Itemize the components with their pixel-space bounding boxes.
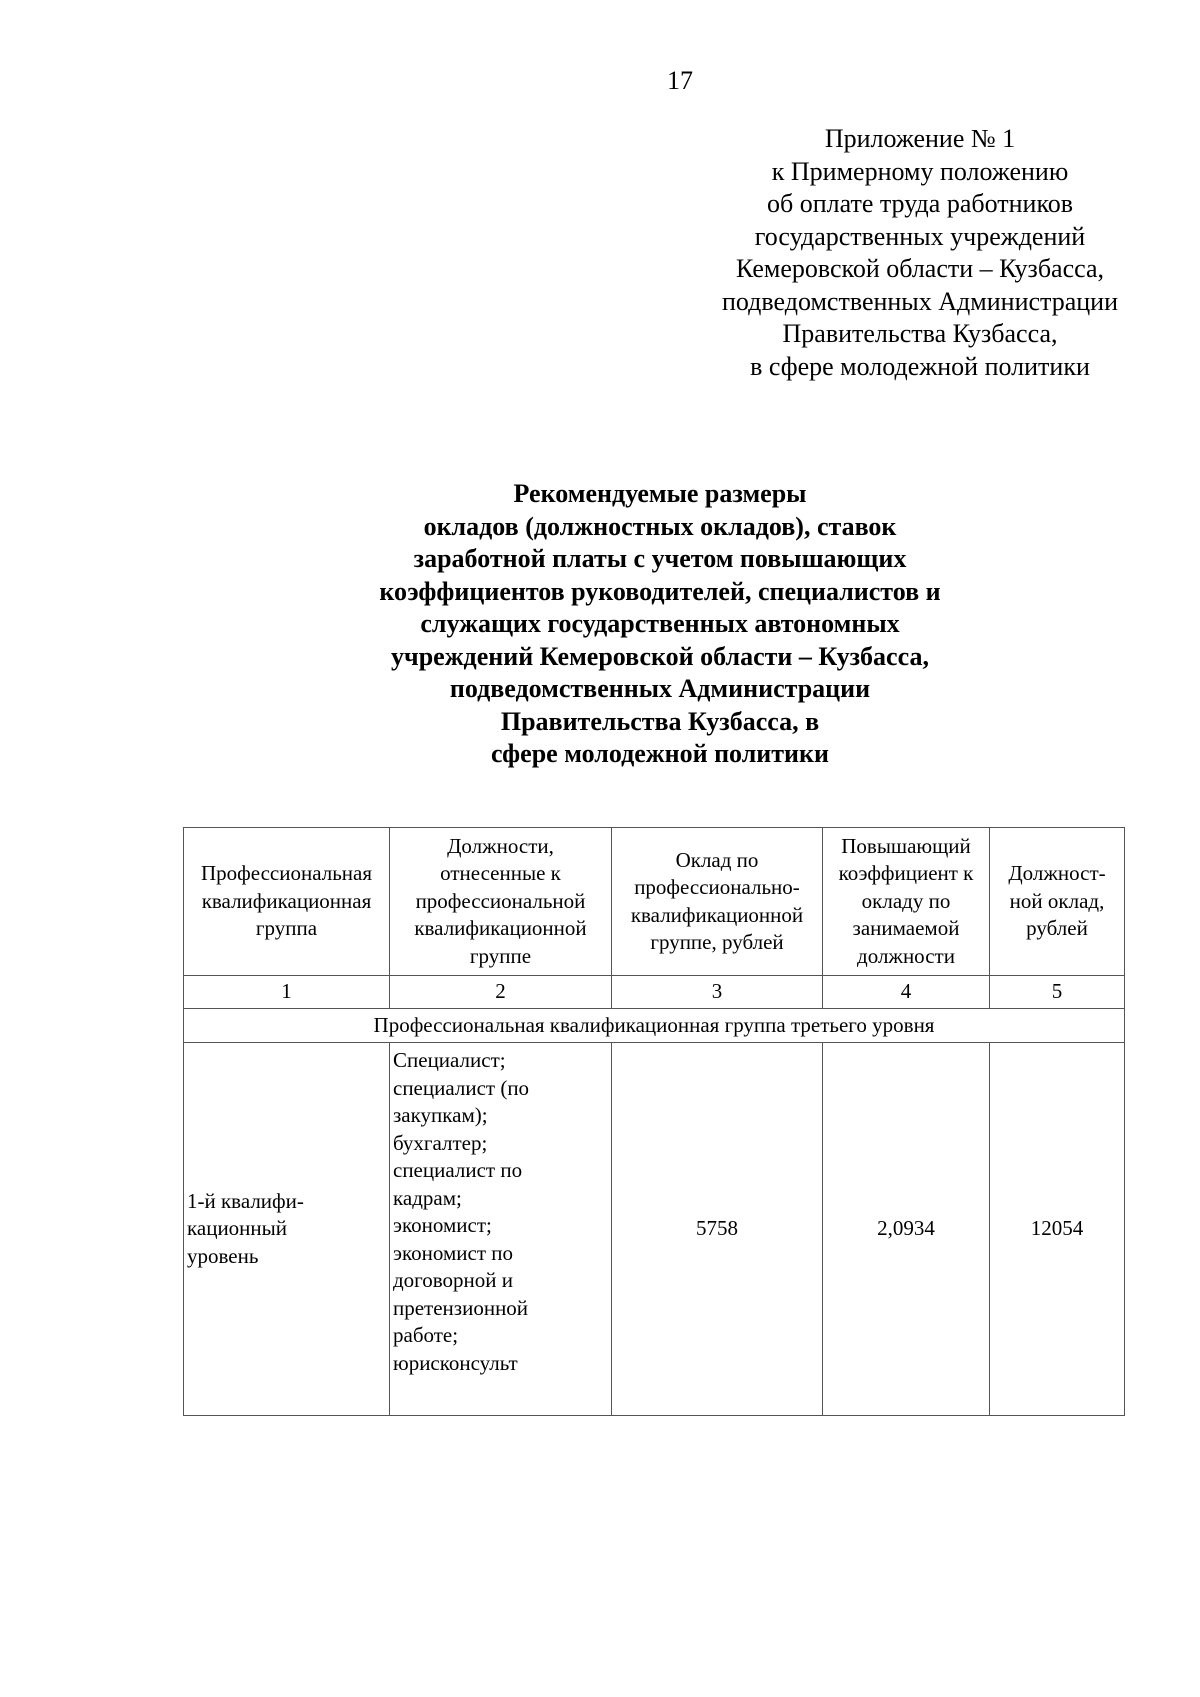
position-line: Специалист; [393, 1048, 506, 1072]
title-line: Рекомендуемые размеры [513, 479, 807, 508]
header-line: Должности, [447, 833, 554, 858]
positions-list [390, 1043, 612, 1416]
appendix-line: Приложение № 1 [824, 124, 1016, 153]
appendix-line: Правительства Кузбасса, [782, 319, 1058, 348]
position-line: кадрам; [393, 1185, 462, 1210]
appendix-reference [660, 123, 1180, 383]
page-number: 17 [667, 66, 693, 95]
column-number-row [184, 976, 1125, 1009]
position-line: специалист (по [393, 1075, 530, 1100]
position-line: претензионной [393, 1295, 529, 1320]
qualification-level [184, 1043, 390, 1416]
header-line: окладу по [861, 888, 951, 913]
position-line: специалист по [393, 1158, 523, 1182]
header-line: Должност- [1008, 861, 1106, 886]
header-line: должности [857, 943, 955, 968]
title-line: коэффициентов руководителей, специалистов и [379, 576, 941, 606]
header-line: группе [469, 943, 532, 968]
header-line: рублей [1026, 916, 1088, 941]
header-official-salary [990, 828, 1125, 976]
appendix-line: государственных учреждений [754, 221, 1086, 251]
position-line: экономист; [393, 1213, 492, 1237]
title-line: окладов (должностных окладов), ставок [423, 511, 897, 541]
header-line: группе, рублей [650, 930, 784, 954]
header-line: профессионально- [634, 875, 800, 899]
salary-table [183, 827, 1125, 1416]
appendix-line: Кемеровской области – Кузбасса, [735, 254, 1105, 283]
base-salary-value: 5758 [612, 1043, 823, 1416]
header-line: коэффициент к [838, 861, 974, 886]
table-row [184, 1043, 1125, 1416]
column-number: 4 [823, 976, 990, 1009]
header-base-salary [612, 828, 823, 976]
official-salary-value: 12054 [990, 1043, 1125, 1416]
column-number: 5 [990, 976, 1125, 1009]
appendix-line: к Примерному положению [771, 156, 1069, 186]
header-coefficient [823, 828, 990, 976]
header-row [184, 828, 1125, 976]
title-line: заработной платы с учетом повышающих [413, 544, 907, 573]
title-line: Правительства Кузбасса, в [500, 706, 820, 736]
coefficient-value: 2,0934 [823, 1043, 990, 1416]
header-line: группа [255, 916, 318, 941]
header-line: Повышающий [841, 833, 971, 858]
column-number: 3 [612, 976, 823, 1009]
level-line: уровень [187, 1243, 259, 1268]
column-number: 1 [184, 976, 390, 1009]
position-line: бухгалтер; [393, 1130, 488, 1155]
title-line: подведомственных Администрации [449, 674, 871, 703]
position-line: закупкам); [393, 1103, 488, 1127]
header-line: профессиональной [415, 888, 586, 913]
level-line: 1-й квалифи- [187, 1188, 304, 1213]
document-title [200, 478, 1120, 771]
header-positions [390, 828, 612, 976]
appendix-line: об оплате труда работников [766, 189, 1074, 218]
level-line: кационный [187, 1216, 288, 1241]
title-line: сфере молодежной политики [490, 739, 829, 768]
position-line: юрисконсульт [393, 1350, 518, 1375]
group-title-row [184, 1009, 1125, 1043]
title-line: учреждений Кемеровской области – Кузбасса, [391, 641, 929, 671]
header-line: ной оклад, [1009, 888, 1105, 913]
appendix-line: в сфере молодежной политики [750, 351, 1090, 381]
position-line: экономист по [393, 1240, 514, 1265]
title-line: служащих государственных автономных [420, 609, 900, 638]
header-line: Оклад по [675, 847, 759, 872]
position-line: договорной и [393, 1268, 514, 1292]
header-line: квалификационная [201, 888, 372, 913]
header-qualification-group [184, 828, 390, 976]
position-line: работе; [393, 1323, 459, 1347]
appendix-line: подведомственных Администрации [722, 286, 1118, 316]
column-number: 2 [390, 976, 612, 1009]
group-title: Профессиональная квалификационная группа третьего уровня [184, 1009, 1125, 1043]
header-line: квалификационной [630, 902, 804, 927]
header-line: занимаемой [852, 916, 960, 941]
header-line: квалификационной [414, 916, 587, 941]
header-line: отнесенные к [440, 861, 561, 886]
header-line: Профессиональная [200, 861, 372, 886]
